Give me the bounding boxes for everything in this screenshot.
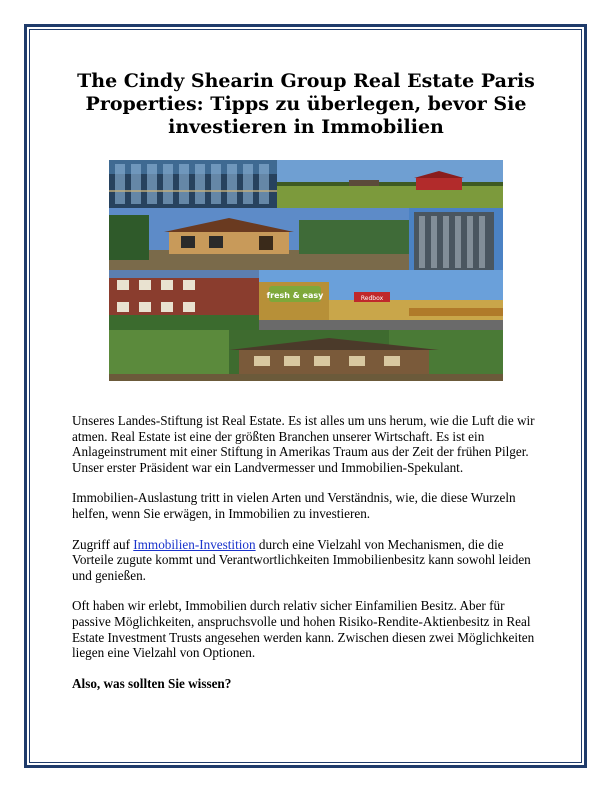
article-body <box>72 413 542 706</box>
paragraph-4: Oft haben wir erlebt, Immobilien durch relativ sicher Einfamilien Besitz. Aber für passive Möglichkeiten, anspruchsvolle und hohen Risiko-Rendite-Aktienbesitz in Real Estate Investment Trusts angesehen werden kann. Zwischen diesen zwei Möglichkeiten liegen eine Vielzahl von Optionen. <box>72 598 535 661</box>
paragraph-3 <box>72 537 542 584</box>
immobilien-investition-link[interactable]: Immobilien-Investition <box>133 536 256 552</box>
section-subheading: Also, was sollten Sie wissen? <box>72 675 232 691</box>
paragraph-3-rest: durch eine Vielzahl von Mechanismen, die die Vorteile zugute kommt und Verantwortlichkeiten Immobilienbesitz kann sowohl leiden und genießen. <box>72 536 531 583</box>
house-photo <box>109 208 409 270</box>
redbox-sign-text: Redbox <box>360 295 384 302</box>
real-estate-photo-collage <box>109 160 503 381</box>
office-tower-photo <box>109 160 277 208</box>
paragraph-2: Immobilien-Auslastung tritt in vielen Arten und Verständnis, wie, die diese Wurzeln helfen, wenn Sie erwägen, in Immobilien zu investieren. <box>72 490 516 521</box>
highrise-photo <box>409 208 503 270</box>
paragraph-1: Unseres Landes-Stiftung ist Real Estate. Es ist alles um uns herum, wie die Luft die wir atmen. Real Estate ist eine der größten Branchen unserer Wirtschaft. Es ist ein Anlageinstrument mit einer Stiftung in Amerikas Traum aus der Zeit der frühen Pilger. Unser erster Präsident war ein Landvermesser und Immobilien-Spekulant. <box>72 413 535 475</box>
farm-barn-photo <box>277 160 503 208</box>
paragraph-3-lead: Zugriff auf <box>72 536 134 552</box>
apartment-building-photo <box>109 270 259 330</box>
cottage-photo <box>109 330 503 381</box>
document-title: The Cindy Shearin Group Real Estate Paris Properties: Tipps zu überlegen, bevor Sie investieren in Immobilien <box>77 70 535 138</box>
retail-store-photo <box>259 270 503 330</box>
store-sign-text: fresh & easy <box>266 291 324 300</box>
